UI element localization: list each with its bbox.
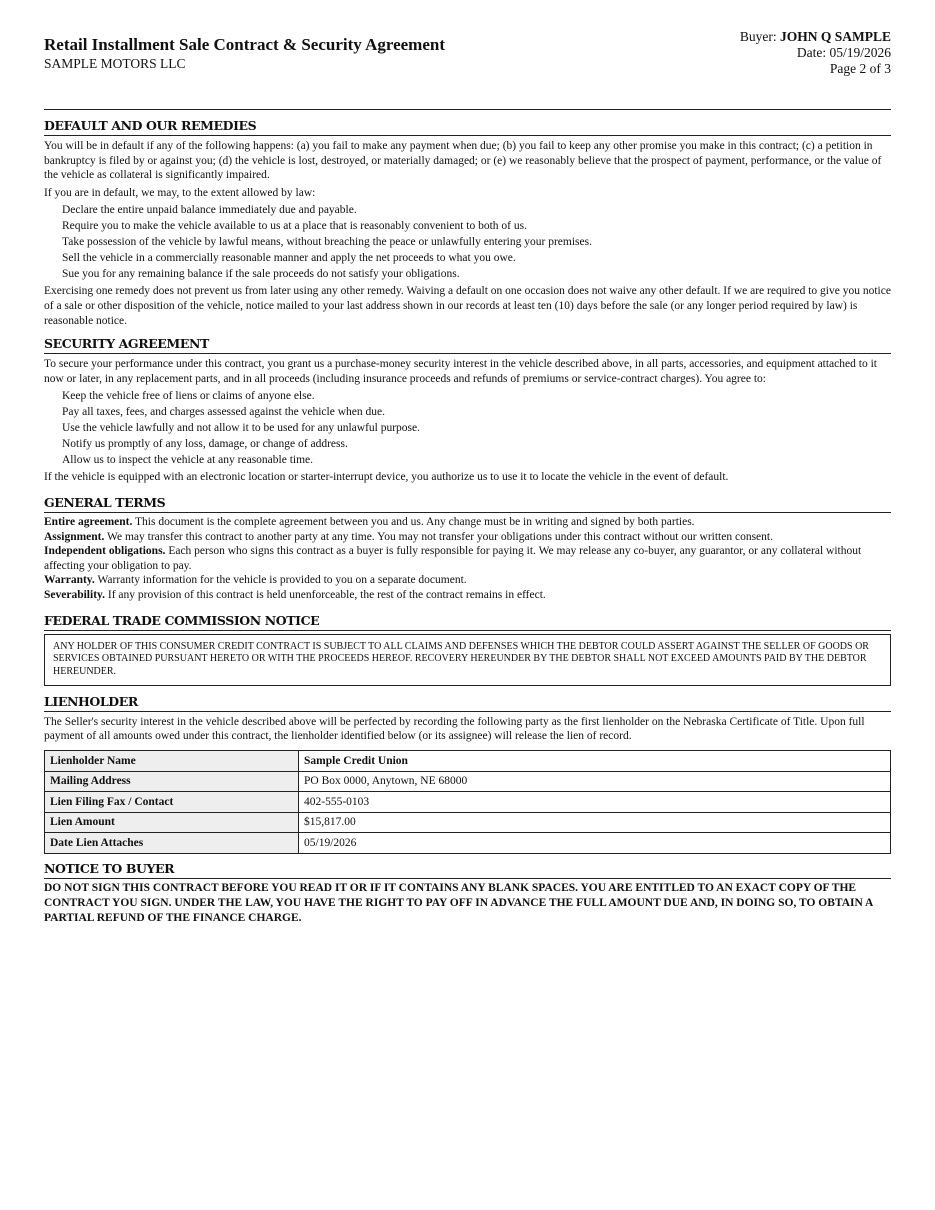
- row-label: Lien Amount: [45, 812, 299, 833]
- security-heading: SECURITY AGREEMENT: [44, 336, 891, 354]
- row-value: 05/19/2026: [299, 833, 891, 854]
- list-item: Notify us promptly of any loss, damage, or change of address.: [62, 438, 348, 451]
- list-item: Sue you for any remaining balance if the sale proceeds do not satisfy your obligations.: [62, 268, 460, 281]
- security-closing: If the vehicle is equipped with an electronic location or starter-interrupt device, you authorize us to use it to locate the vehicle in the event of default.: [44, 471, 729, 484]
- buyer-line: [740, 29, 891, 45]
- list-item: Pay all taxes, fees, and charges assessed against the vehicle when due.: [62, 406, 385, 419]
- notice-heading: NOTICE TO BUYER: [44, 861, 891, 879]
- term-label: Entire agreement.: [44, 515, 133, 528]
- term-entire-agreement: [44, 515, 891, 530]
- term-warranty: [44, 573, 891, 588]
- term-label: Assignment.: [44, 530, 105, 543]
- default-lead: If you are in default, we may, to the extent allowed by law:: [44, 186, 316, 199]
- general-terms-heading: GENERAL TERMS: [44, 495, 891, 513]
- lienholder-intro: The Seller's security interest in the vehicle described above will be perfected by recording the following party as the first lienholder on the Nebraska Certificate of Title. Upon full payment of all amounts owed under this contract, the lienholder identified below (or its assignee) will release the lien of record.: [44, 715, 865, 743]
- list-item: Take possession of the vehicle by lawful means, without breaching the peace or unlawfully entering your premises.: [62, 236, 592, 249]
- table-row: [45, 833, 891, 854]
- page-header: [44, 0, 891, 110]
- term-text: We may transfer this contract to another party at any time. You may not transfer your obligations under this contract without our written consent.: [104, 530, 773, 543]
- row-value: PO Box 0000, Anytown, NE 68000: [299, 771, 891, 792]
- list-item: Declare the entire unpaid balance immediately due and payable.: [62, 204, 357, 217]
- ftc-notice-box: ANY HOLDER OF THIS CONSUMER CREDIT CONTRACT IS SUBJECT TO ALL CLAIMS AND DEFENSES WHICH THE DEBTOR COULD ASSERT AGAINST THE SELLER OF GOODS OR SERVICES OBTAINED PURSUANT HERETO OR WITH THE PROCEEDS HEREOF. RECOVERY HEREUNDER BY THE DEBTOR SHALL NOT EXCEED AMOUNTS PAID BY THE DEBTOR HEREUNDER.: [44, 634, 891, 686]
- lienholder-table: [44, 750, 891, 854]
- page-number: Page 2 of 3: [829, 61, 891, 76]
- term-text: Warranty information for the vehicle is provided to you on a separate document.: [94, 574, 467, 587]
- row-label: Date Lien Attaches: [45, 833, 299, 854]
- list-item: Use the vehicle lawfully and not allow it to be used for any unlawful purpose.: [62, 422, 421, 435]
- default-intro: You will be in default if any of the following happens: (a) you fail to make any payment when due; (b) you fail to keep any other promise you make in this contract; (c) a petition in bankruptcy is filed by or against you; (d) the vehicle is lost, destroyed, or materially damaged; or (e) we reasonably believe that the prospect of payment, performance, or the value of the vehicle as collateral is significantly impaired.: [44, 140, 882, 182]
- buyer-label: Buyer:: [739, 29, 777, 44]
- table-row: [45, 771, 891, 792]
- term-text: If any provision of this contract is held unenforceable, the rest of the contract remains in effect.: [105, 588, 546, 601]
- notice-to-buyer-text: DO NOT SIGN THIS CONTRACT BEFORE YOU READ IT OR IF IT CONTAINS ANY BLANK SPACES. YOU ARE ENTITLED TO AN EXACT COPY OF THE CONTRACT YOU SIGN. UNDER THE LAW, YOU HAVE THE RIGHT TO PAY OFF IN ADVANCE THE FULL AMOUNT DUE AND, IN DOING SO, TO OBTAIN A PARTIAL REFUND OF THE FINANCE CHARGE.: [44, 881, 873, 924]
- header-right: [740, 29, 891, 77]
- ftc-heading: FEDERAL TRADE COMMISSION NOTICE: [44, 613, 891, 631]
- row-label: Lienholder Name: [45, 751, 299, 772]
- date-value: 05/19/2026: [829, 45, 891, 60]
- default-closing: Exercising one remedy does not prevent us from later using any other remedy. Waiving a default on one occasion does not waive any other default. If we are required to give you notice of a sale or other disposition of the vehicle, notice mailed to your last address shown in our records at least ten (10) days before the sale (or any longer period required by law) is reasonable notice.: [44, 285, 891, 327]
- table-row: [45, 812, 891, 833]
- security-intro: To secure your performance under this contract, you grant us a purchase-money security interest in the vehicle described above, in all parts, accessories, and equipment attached to it now or later, in any replacement parts, and in all proceeds (including insurance proceeds and refunds of premiums or service-contract charges). You agree to:: [44, 358, 877, 385]
- term-text: Each person who signs this contract as a buyer is fully responsible for paying it. We may release any co-buyer, any guarantor, or any collateral without affecting your obligation to pay.: [44, 545, 862, 572]
- term-label: Warranty.: [44, 574, 95, 587]
- default-heading: DEFAULT AND OUR REMEDIES: [44, 118, 891, 136]
- document-title: Retail Installment Sale Contract & Security Agreement: [44, 35, 445, 54]
- list-item: Require you to make the vehicle available to us at a place that is reasonably convenient to both of us.: [62, 220, 527, 233]
- list-item: Allow us to inspect the vehicle at any reasonable time.: [62, 454, 314, 467]
- remedies-list: [44, 202, 891, 282]
- lienholder-heading: LIENHOLDER: [44, 694, 891, 712]
- row-label: Lien Filing Fax / Contact: [45, 792, 299, 813]
- security-duties-list: [44, 388, 891, 468]
- date-line: [740, 45, 891, 61]
- row-value: $15,817.00: [299, 812, 891, 833]
- list-item: Sell the vehicle in a commercially reasonable manner and apply the net proceeds to what you owe.: [62, 252, 516, 265]
- term-assignment: [44, 530, 891, 545]
- term-text: This document is the complete agreement between you and us. Any change must be in writing and signed by both parties.: [132, 515, 695, 528]
- table-row: [45, 792, 891, 813]
- term-severability: [44, 588, 891, 603]
- row-value: 402-555-0103: [299, 792, 891, 813]
- row-label: Mailing Address: [45, 771, 299, 792]
- list-item: Keep the vehicle free of liens or claims of anyone else.: [62, 390, 315, 403]
- buyer-name: JOHN Q SAMPLE: [779, 29, 891, 44]
- table-row: [45, 751, 891, 772]
- date-label: Date:: [796, 45, 827, 60]
- term-label: Independent obligations.: [44, 545, 166, 558]
- row-value: Sample Credit Union: [299, 751, 891, 772]
- term-label: Severability.: [44, 588, 106, 601]
- seller-name: SAMPLE MOTORS LLC: [44, 56, 186, 71]
- term-independent-obligations: [44, 544, 891, 573]
- contract-page: [44, 0, 891, 926]
- header-left: [44, 35, 445, 72]
